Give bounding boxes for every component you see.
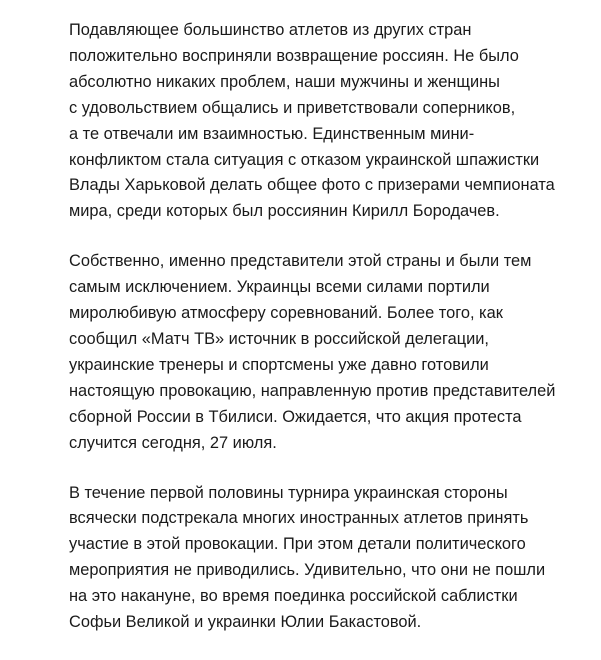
text-line: случится сегодня, 27 июля. [69,433,277,452]
paragraph-2 [69,249,589,456]
text-line: сообщил «Матч ТВ» источник в российской делегации, [69,329,489,348]
text-line: Влады Харьковой делать общее фото с призерами чемпионата [69,176,555,195]
text-line: самым исключением. Украинцы всеми силами портили [69,278,490,297]
text-line: мира, среди которых был россиянин Кирилл Бородачев. [69,202,500,221]
text-line: конфликтом стала ситуация с отказом украинской шпажистки [69,150,540,169]
text-line: участие в этой провокации. При этом детали политического [69,535,526,554]
text-line: с удовольствием общались и приветствовали соперников, [69,98,516,117]
text-line: Подавляющее большинство атлетов из других стран [69,21,472,39]
text-line: Собственно, именно представители этой страны и были тем [69,252,532,271]
text-line: миролюбивую атмосферу соревнований. Более того, как [69,304,503,323]
article-body [69,18,589,660]
text-line: положительно восприняли возвращение россиян. Не было [69,46,519,65]
text-line: Софьи Великой и украинки Юлии Бакастовой. [69,613,422,632]
text-line: украинские тренеры и спортсмены уже давно готовили [69,355,489,374]
text-line: на это накануне, во время поединка российской саблистки [69,587,518,606]
text-line: абсолютно никаких проблем, наши мужчины и женщины [69,72,500,91]
text-line: сборной России в Тбилиси. Ожидается, что акция протеста [69,407,522,426]
text-line: а те отвечали им взаимностью. Единственным мини- [69,124,475,143]
text-line: настоящую провокацию, направленную против представителей [69,381,556,400]
paragraph-3 [69,481,589,636]
paragraph-1 [69,18,589,225]
text-line: всячески подстрекала многих иностранных атлетов принять [69,509,529,528]
text-line: В течение первой половины турнира украинская стороны [69,483,508,502]
text-line: мероприятия не приводились. Удивительно, что они не пошли [69,561,546,580]
